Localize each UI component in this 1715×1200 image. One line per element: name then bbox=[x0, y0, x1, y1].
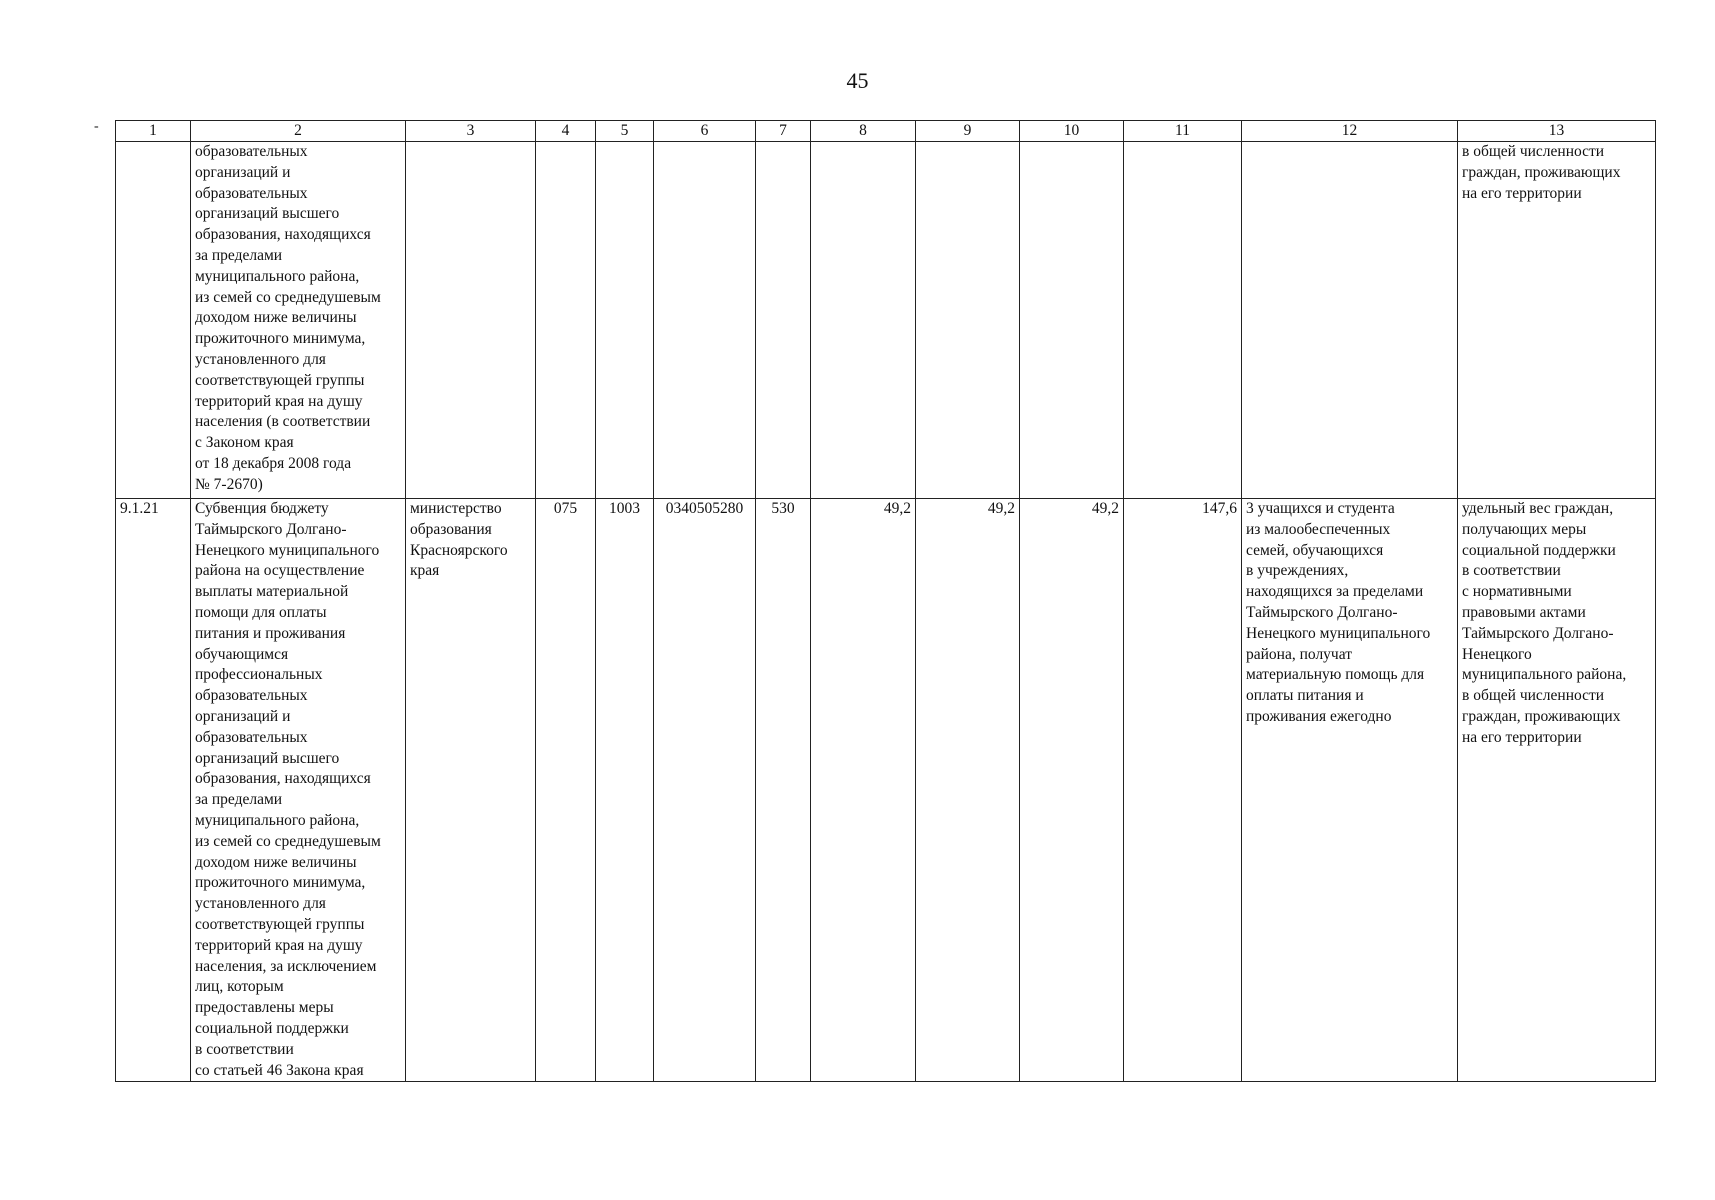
cell-cont-c7 bbox=[756, 142, 811, 499]
cell-item-c4: 075 bbox=[536, 499, 596, 1082]
cell-cont-description: образовательных организаций и образовательных организаций высшего образования, находящихся за пределами муниципального района, из семей со среднедушевым доходом ниже величины прожиточного минимума, установленного для соответствующей группы территорий края на душу населения (в соответствии с Законом края от 18 декабря 2008 года № 7-2670) bbox=[191, 142, 406, 499]
cell-cont-c1 bbox=[116, 142, 191, 499]
header-col-11: 11 bbox=[1124, 121, 1242, 142]
header-col-2: 2 bbox=[191, 121, 406, 142]
header-col-8: 8 bbox=[811, 121, 916, 142]
header-col-5: 5 bbox=[596, 121, 654, 142]
cell-item-c11: 147,6 bbox=[1124, 499, 1242, 1082]
header-row bbox=[116, 121, 1656, 142]
cell-item-ministry: министерство образования Красноярского края bbox=[406, 499, 536, 1082]
header-col-12: 12 bbox=[1242, 121, 1458, 142]
cell-item-description: Субвенция бюджету Таймырского Долгано- Ненецкого муниципального района на осуществление выплаты материальной помощи для оплаты питания и проживания обучающимся профессиональных образовательных организаций и образовательных организаций высшего образования, находящихся за пределами муниципального района, из семей со среднедушевым доходом ниже величины прожиточного минимума, установленного для соответствующей группы территорий края на душу населения, за исключением лиц, которым предоставлены меры социальной поддержки в соответствии со статьей 46 Закона края bbox=[191, 499, 406, 1082]
cell-item-c5: 1003 bbox=[596, 499, 654, 1082]
header-col-3: 3 bbox=[406, 121, 536, 142]
cell-item-c8: 49,2 bbox=[811, 499, 916, 1082]
cell-cont-c5 bbox=[596, 142, 654, 499]
header-col-7: 7 bbox=[756, 121, 811, 142]
cell-cont-c11 bbox=[1124, 142, 1242, 499]
table-row-9-1-21 bbox=[116, 499, 1656, 1082]
cell-item-c10: 49,2 bbox=[1020, 499, 1124, 1082]
header-col-6: 6 bbox=[654, 121, 756, 142]
cell-item-c9: 49,2 bbox=[916, 499, 1020, 1082]
cell-cont-c4 bbox=[536, 142, 596, 499]
table-row-continuation bbox=[116, 142, 1656, 499]
cell-item-indicator: удельный вес граждан, получающих меры социальной поддержки в соответствии с нормативными правовыми актами Таймырского Долгано- Ненецкого муниципального района, в общей численности граждан, проживающих на его территории bbox=[1458, 499, 1656, 1082]
header-col-1: 1 bbox=[116, 121, 191, 142]
header-col-9: 9 bbox=[916, 121, 1020, 142]
cell-cont-c3 bbox=[406, 142, 536, 499]
cell-cont-c12 bbox=[1242, 142, 1458, 499]
cell-cont-c9 bbox=[916, 142, 1020, 499]
header-col-4: 4 bbox=[536, 121, 596, 142]
cell-cont-c6 bbox=[654, 142, 756, 499]
header-col-10: 10 bbox=[1020, 121, 1124, 142]
cell-item-c7: 530 bbox=[756, 499, 811, 1082]
cell-cont-indicator: в общей численности граждан, проживающих на его территории bbox=[1458, 142, 1656, 499]
cell-item-result: 3 учащихся и студента из малообеспеченных семей, обучающихся в учреждениях, находящихся за пределами Таймырского Долгано- Ненецкого муниципального района, получат материальную помощь для оплаты питания и проживания ежегодно bbox=[1242, 499, 1458, 1082]
header-col-13: 13 bbox=[1458, 121, 1656, 142]
margin-dash-mark: - bbox=[94, 119, 99, 134]
cell-cont-c10 bbox=[1020, 142, 1124, 499]
program-table bbox=[115, 120, 1656, 1082]
cell-item-number: 9.1.21 bbox=[116, 499, 191, 1082]
cell-cont-c8 bbox=[811, 142, 916, 499]
page-number: 45 bbox=[846, 68, 869, 93]
cell-item-c6: 0340505280 bbox=[654, 499, 756, 1082]
